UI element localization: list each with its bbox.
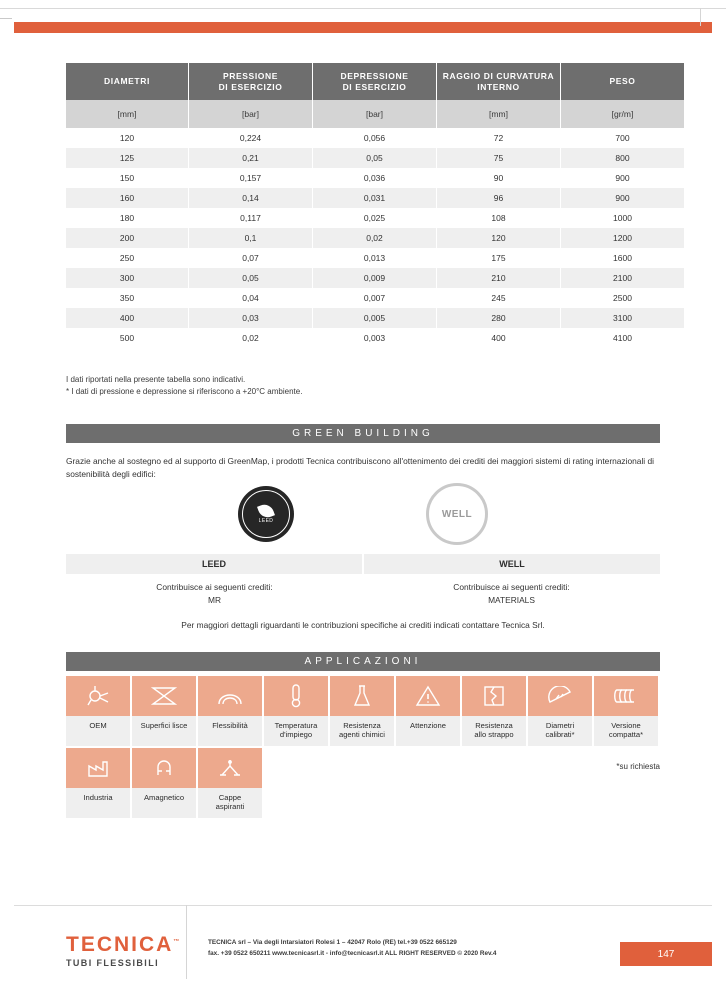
app-label-line2: calibrati* [545, 730, 575, 740]
cell: 350 [66, 288, 189, 308]
footer-contact-info [208, 938, 496, 959]
col-header-peso-l1: PESO [609, 76, 636, 87]
footer-address-line-2: fax. +39 0522 650211 www.tecnicasrl.it - info@tecnicasrl.it ALL RIGHT RESERVED © 2020 Rev.4 [208, 949, 497, 957]
specs-table-body [66, 100, 684, 348]
cell: 0,036 [313, 168, 437, 188]
col-header-peso [561, 63, 685, 100]
app-label-line1: OEM [89, 721, 107, 730]
col-header-depressione [313, 63, 437, 100]
col-header-pressione-l2: DI ESERCIZIO [218, 81, 283, 92]
cell: 0,02 [313, 228, 437, 248]
col-header-raggio [437, 63, 561, 100]
cell: 0,009 [313, 268, 437, 288]
cell: 1000 [561, 208, 685, 228]
unit-cell: [mm] [437, 100, 561, 128]
cell: 96 [437, 188, 561, 208]
app-label-line1: Attenzione [410, 721, 446, 730]
app-item-superfici-lisce [132, 676, 196, 746]
cell: 0,14 [189, 188, 313, 208]
cell: 800 [561, 148, 685, 168]
footer-address-line-1: TECNICA srl – Via degli Intarsiatori Rolesi 1 – 42047 Rolo (RE) tel.+39 0522 665129 [208, 939, 457, 946]
specs-table-wrapper [66, 63, 660, 348]
app-item-diametri-calibrati [528, 676, 592, 746]
certification-titles [66, 554, 660, 574]
footer-divider [14, 905, 712, 906]
app-label-line1: Resistenza [343, 721, 381, 730]
well-badge-icon [426, 483, 488, 545]
cell: 0,04 [189, 288, 313, 308]
cell: 0,056 [313, 128, 437, 148]
cell: 245 [437, 288, 561, 308]
cell: 500 [66, 328, 189, 348]
app-label-line2: compatta* [608, 730, 644, 740]
certification-footnote: Per maggiori dettagli riguardanti le contribuzioni specifiche ai crediti indicati contattare Tecnica Srl. [181, 619, 545, 630]
cell: 108 [437, 208, 561, 228]
leed-badge-text: LEED [258, 517, 274, 524]
app-label-resistenza-strappo [462, 716, 526, 746]
table-row [66, 248, 684, 268]
cell: 210 [437, 268, 561, 288]
cell: 400 [66, 308, 189, 328]
cell: 400 [437, 328, 561, 348]
cell: 0,07 [189, 248, 313, 268]
app-item-attenzione [396, 676, 460, 746]
app-label-temperatura [264, 716, 328, 746]
app-item-amagnetico [132, 748, 196, 818]
app-label-line1: Amagnetico [143, 793, 185, 802]
app-item-industria [66, 748, 130, 818]
cell: 1600 [561, 248, 685, 268]
cell: 0,05 [189, 268, 313, 288]
flexibility-icon [198, 676, 262, 716]
app-item-temperatura [264, 676, 328, 746]
col-header-raggio-l1: RAGGIO DI CURVATURA [442, 71, 555, 81]
top-divider [0, 8, 726, 9]
table-note-1: I dati riportati nella presente tabella sono indicativi. [66, 375, 246, 384]
app-label-cappe-aspiranti [198, 788, 262, 818]
col-header-depressione-l2: DI ESERCIZIO [342, 81, 407, 92]
cell: 175 [437, 248, 561, 268]
applications-row-2 [66, 748, 660, 818]
app-label-line2: allo strappo [474, 730, 514, 740]
cell: 75 [437, 148, 561, 168]
app-item-resistenza-strappo [462, 676, 526, 746]
cell: 0,013 [313, 248, 437, 268]
top-accent-bar [14, 22, 712, 33]
logo-subtitle: TUBI FLESSIBILI [66, 958, 159, 968]
cell: 900 [561, 168, 685, 188]
green-building-intro: Grazie anche al sostegno ed al supporto di GreenMap, i prodotti Tecnica contribuiscono all'ottenimento dei crediti dei maggiori sistemi di rating internazionali di sostenibilità degli edifici: [66, 456, 655, 479]
cert-credits-well [363, 581, 660, 608]
app-label-industria [66, 788, 130, 818]
on-request-note: *su richiesta [616, 762, 660, 771]
table-row [66, 288, 684, 308]
table-row [66, 148, 684, 168]
specs-table-head [66, 63, 684, 100]
specs-header-row [66, 63, 684, 100]
cell: 900 [561, 188, 685, 208]
app-label-line1: Resistenza [475, 721, 513, 730]
table-row [66, 328, 684, 348]
cell: 0,02 [189, 328, 313, 348]
specs-table [66, 63, 684, 348]
smooth-surface-icon [132, 676, 196, 716]
cell: 4100 [561, 328, 685, 348]
col-header-raggio-l2: INTERNO [477, 81, 520, 92]
cell: 120 [66, 128, 189, 148]
app-label-line1: Temperatura [274, 721, 318, 730]
certification-credits [66, 581, 660, 608]
cell: 200 [66, 228, 189, 248]
cell: 0,025 [313, 208, 437, 228]
units-row [66, 100, 684, 128]
table-notes [66, 374, 302, 397]
table-row [66, 228, 684, 248]
cell: 0,117 [189, 208, 313, 228]
cell: 90 [437, 168, 561, 188]
cell: 1200 [561, 228, 685, 248]
table-note-2: * I dati di pressione e depressione si riferiscono a +20°C ambiente. [66, 386, 303, 396]
table-row [66, 268, 684, 288]
app-label-line2: agenti chimici [338, 730, 385, 740]
app-label-amagnetico [132, 788, 196, 818]
certifications-area [66, 480, 660, 630]
leed-badge-icon [238, 486, 294, 542]
cert-credits-leed [66, 581, 363, 608]
col-header-diametri [66, 63, 189, 100]
applications-row-1 [66, 676, 660, 746]
app-label-resistenza-chimica [330, 716, 394, 746]
cell: 2500 [561, 288, 685, 308]
compact-version-icon [594, 676, 658, 716]
cell: 0,224 [189, 128, 313, 148]
cell: 280 [437, 308, 561, 328]
app-item-flessibilita [198, 676, 262, 746]
leed-badge-inner [259, 504, 274, 525]
app-label-line1: Versione [611, 721, 641, 730]
logo-word: TECNICA [66, 933, 174, 956]
app-label-line2: d'impiego [279, 730, 313, 740]
cell: 150 [66, 168, 189, 188]
app-item-cappe-aspiranti [198, 748, 262, 818]
green-building-band: GREEN BUILDING [66, 424, 660, 443]
unit-cell: [gr/m] [561, 100, 685, 128]
app-label-versione-compatta [594, 716, 658, 746]
unit-cell: [bar] [313, 100, 437, 128]
cell: 72 [437, 128, 561, 148]
warning-icon [396, 676, 460, 716]
app-item-resistenza-chimica [330, 676, 394, 746]
cert-title-well: WELL [362, 554, 660, 574]
cell: 300 [66, 268, 189, 288]
unit-cell: [mm] [66, 100, 189, 128]
oem-icon [66, 676, 130, 716]
cert-title-leed: LEED [66, 554, 362, 574]
app-label-attenzione [396, 716, 460, 746]
cell: 0,03 [189, 308, 313, 328]
thermometer-icon [264, 676, 328, 716]
applications-grid [66, 676, 660, 818]
cell: 0,05 [313, 148, 437, 168]
cell: 700 [561, 128, 685, 148]
col-header-depressione-l1: DEPRESSIONE [340, 71, 409, 81]
top-right-rule [700, 8, 701, 26]
app-label-oem [66, 716, 130, 746]
logo-trademark: ™ [173, 939, 180, 945]
app-label-line2: aspiranti [215, 802, 245, 812]
logo-main-text [66, 934, 186, 955]
table-row [66, 168, 684, 188]
table-row [66, 208, 684, 228]
col-header-pressione [189, 63, 313, 100]
flask-icon [330, 676, 394, 716]
cell: 180 [66, 208, 189, 228]
app-label-line1: Cappe [218, 793, 242, 802]
app-label-superfici-lisce [132, 716, 196, 746]
table-row [66, 308, 684, 328]
tear-resistance-icon [462, 676, 526, 716]
app-label-line1: Superfici lisce [140, 721, 188, 730]
cert-credits-well-label: Contribuisce ai seguenti crediti: [453, 582, 570, 592]
cell: 0,005 [313, 308, 437, 328]
table-row [66, 128, 684, 148]
cell: 0,031 [313, 188, 437, 208]
applications-band: APPLICAZIONI [66, 652, 660, 671]
cell: 250 [66, 248, 189, 268]
app-label-line1: Industria [83, 793, 113, 802]
cell: 0,21 [189, 148, 313, 168]
cell: 0,003 [313, 328, 437, 348]
app-item-oem [66, 676, 130, 746]
app-label-line1: Diametri [545, 721, 575, 730]
company-logo [66, 934, 186, 968]
well-badge-text: WELL [441, 508, 473, 520]
app-label-line1: Flessibilità [212, 721, 248, 730]
footer-vertical-rule [186, 905, 187, 979]
cert-credits-well-value: MATERIALS [488, 595, 535, 606]
cell: 3100 [561, 308, 685, 328]
cell: 160 [66, 188, 189, 208]
certification-logos [66, 482, 660, 546]
cell: 125 [66, 148, 189, 168]
unit-cell: [bar] [189, 100, 313, 128]
app-item-versione-compatta [594, 676, 658, 746]
cert-credits-leed-value: MR [207, 595, 222, 606]
app-label-diametri-calibrati [528, 716, 592, 746]
table-row [66, 188, 684, 208]
cert-credits-leed-label: Contribuisce ai seguenti crediti: [156, 582, 273, 592]
cell: 0,007 [313, 288, 437, 308]
cell: 0,157 [189, 168, 313, 188]
col-header-diametri-l1: DIAMETRI [104, 76, 150, 87]
cell: 0,1 [189, 228, 313, 248]
calibrated-diameter-icon [528, 676, 592, 716]
app-label-flessibilita [198, 716, 262, 746]
cell: 2100 [561, 268, 685, 288]
top-bar-cap [0, 18, 12, 19]
page-number-badge: 147 [620, 942, 712, 966]
col-header-pressione-l1: PRESSIONE [223, 71, 278, 81]
cell: 120 [437, 228, 561, 248]
